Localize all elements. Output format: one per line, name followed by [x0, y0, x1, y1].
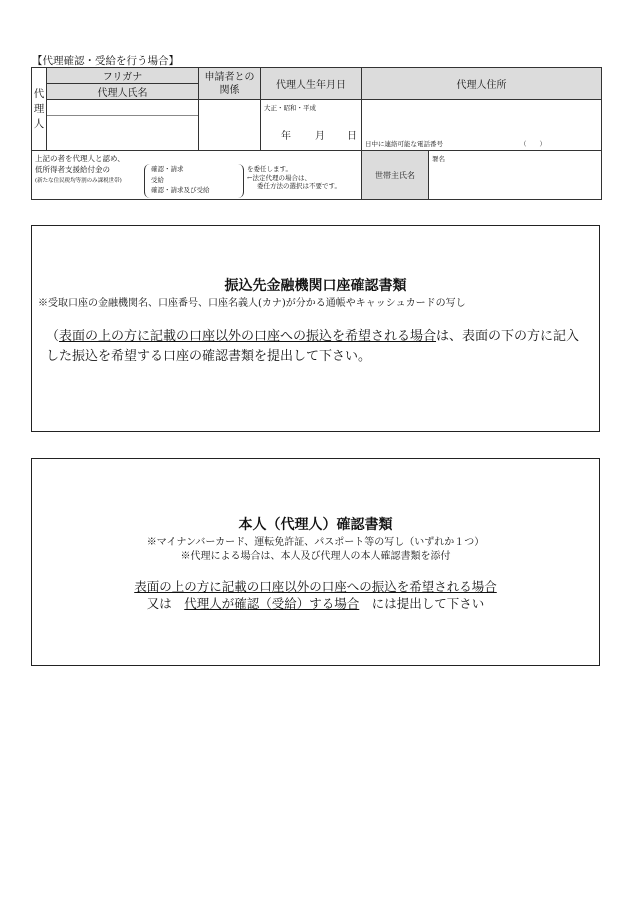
address-field[interactable]: [362, 100, 602, 151]
bank-doc-paragraph: （表面の上の方に記載の口座以外の口座への振込を希望される場合は、表面の下の方に記入した振込を希望する口座の確認書類を提出して下さい。: [46, 329, 580, 364]
identity-doc-heading: 本人（代理人）確認書類: [238, 517, 393, 533]
agent-side-label: 代 理 人: [32, 68, 47, 151]
identity-doc-box: [31, 458, 600, 666]
choice-both[interactable]: 確認・請求及び受給: [151, 186, 210, 194]
identity-doc-line-1: 表面の上の方に記載の口座以外の口座への振込を希望される場合: [134, 579, 497, 594]
era-options: 大正・昭和・平成: [264, 104, 316, 112]
phone-label: 日中に連絡可能な電話番号: [365, 140, 443, 148]
delegate-note: を委任します。 ←法定代理の場合は、 委任方法の選択は不要です。: [247, 165, 341, 190]
birthdate-header: 代理人生年月日: [261, 68, 362, 100]
bank-account-doc-box: [31, 225, 600, 432]
identity-doc-note-2: ※代理による場合は、本人及び代理人の本人確認書類を添付: [180, 551, 451, 562]
consent-line-1: 上記の者を代理人と認め、: [35, 154, 125, 163]
address-header: 代理人住所: [362, 68, 602, 100]
day-label: 日: [347, 131, 357, 142]
relation-field[interactable]: [199, 100, 261, 151]
signature-field[interactable]: [429, 151, 602, 200]
agent-table: [31, 67, 602, 200]
agent-name-field[interactable]: [47, 100, 199, 151]
year-label: 年: [281, 131, 291, 142]
delegation-choices: [144, 164, 244, 198]
relation-header: 申請者との 関係: [199, 68, 261, 100]
signature-label: 署名: [432, 155, 445, 163]
consent-line-2: 低所得者支援給付金の: [35, 165, 110, 174]
month-label: 月: [315, 131, 325, 142]
agent-name-header: 代理人氏名: [47, 84, 199, 100]
bank-doc-heading: 振込先金融機関口座確認書類: [224, 278, 407, 294]
bank-doc-note: ※受取口座の金融機関名、口座番号、口座名義人(カナ)が分かる通帳やキャッシュカードの写し: [38, 298, 466, 309]
consent-line-3: (新たな住民税均等割のみ課税世帯): [35, 178, 122, 184]
householder-label: 世帯主氏名: [362, 151, 429, 200]
choice-receive[interactable]: 受給: [151, 175, 164, 184]
furigana-header: フリガナ: [47, 68, 199, 84]
bank-doc-underlined: 表面の上の方に記載の口座以外の口座への振込を希望される場合: [59, 329, 437, 344]
birthdate-field[interactable]: [261, 100, 362, 151]
identity-doc-note-1: ※マイナンバーカード、運転免許証、パスポート等の写し（いずれか１つ）: [146, 537, 485, 548]
phone-paren: （ ）: [520, 140, 546, 148]
identity-doc-line-2: 又は 代理人が確認（受給）する場合 には提出して下さい: [146, 596, 485, 611]
section-title: 【代理確認・受給を行う場合】: [32, 55, 179, 67]
furigana-divider: [47, 115, 198, 116]
choice-confirm-request[interactable]: 確認・請求: [151, 165, 184, 173]
consent-cell: [32, 151, 362, 200]
